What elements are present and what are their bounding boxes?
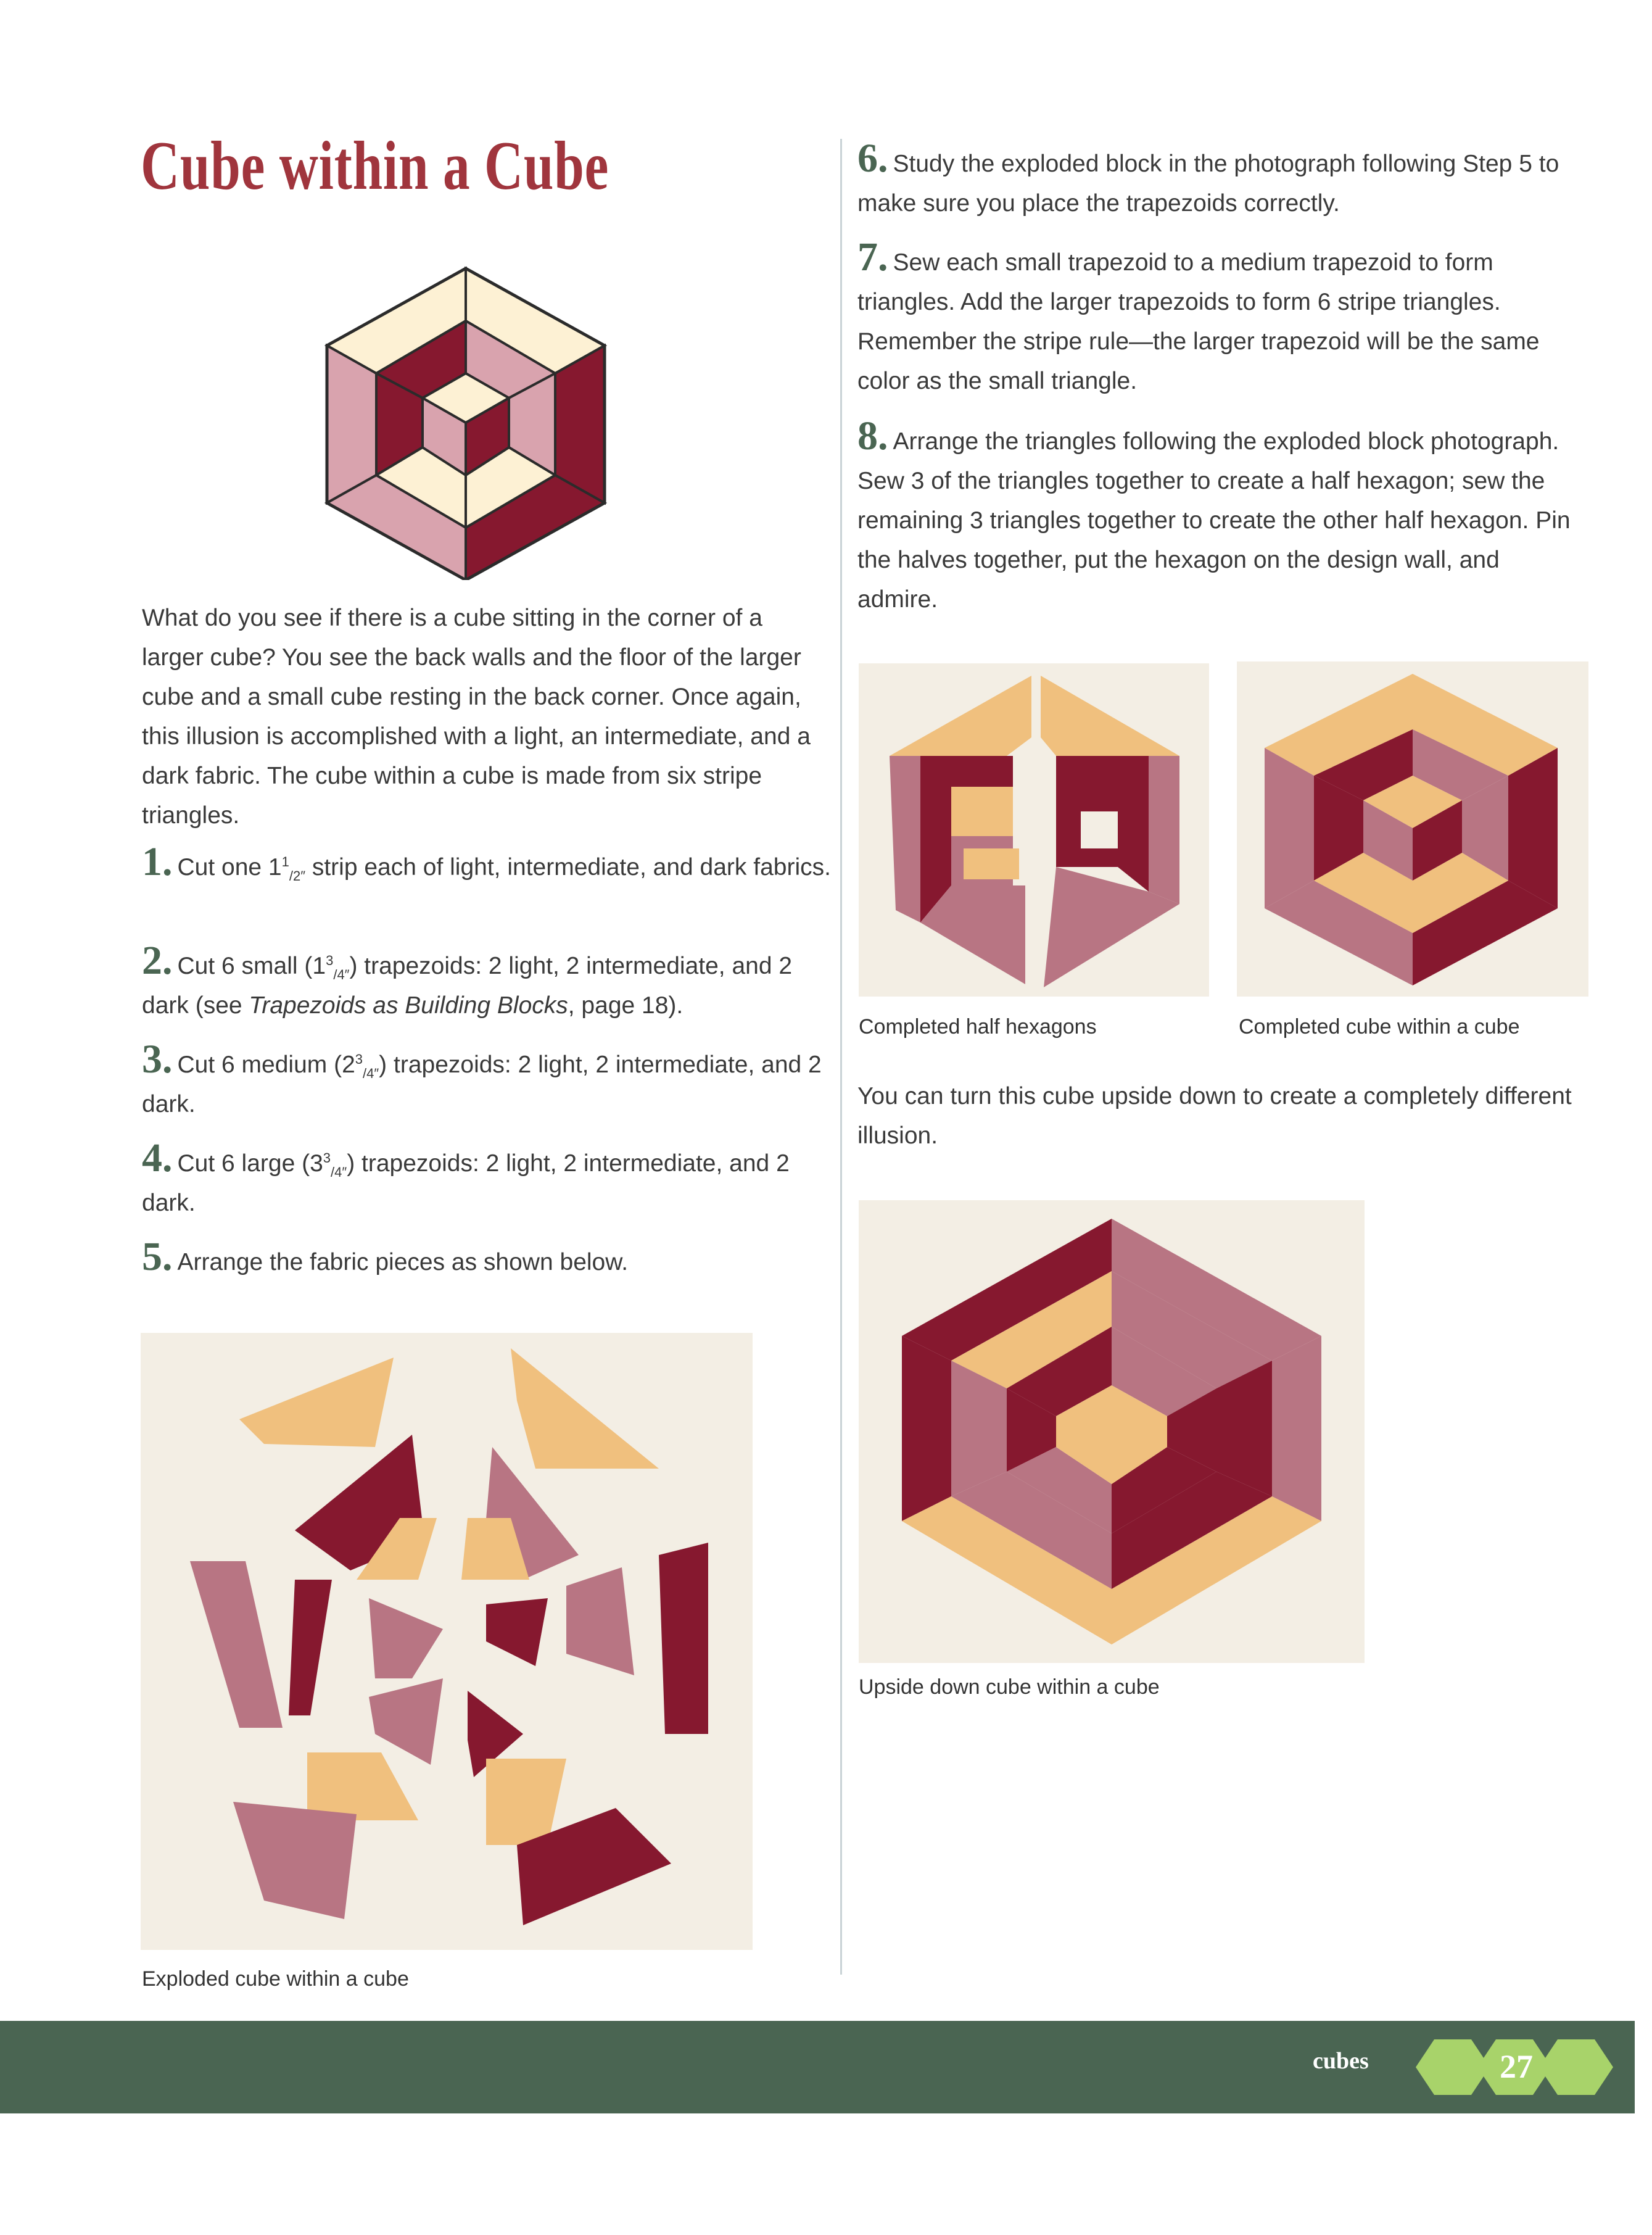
step-number: 4. bbox=[142, 1135, 173, 1180]
step-number: 1. bbox=[142, 839, 173, 884]
half-hexagons-image bbox=[859, 663, 1209, 997]
completed-caption: Completed cube within a cube bbox=[1239, 1015, 1520, 1039]
step-5: 5. Arrange the fabric pieces as shown below. bbox=[142, 1234, 629, 1279]
exploded-pieces bbox=[141, 1333, 753, 1950]
step-number: 3. bbox=[142, 1037, 173, 1082]
exploded-caption: Exploded cube within a cube bbox=[142, 1967, 409, 1991]
column-divider bbox=[840, 139, 842, 1975]
page-title: Cube within a Cube bbox=[141, 128, 609, 204]
step-number: 2. bbox=[142, 938, 173, 983]
page-number: 27 bbox=[1500, 2048, 1533, 2085]
intro-paragraph: What do you see if there is a cube sitting in the corner of a larger cube? You see the back walls and the floor of the larger cube and a small cube resting in the back corner. Once again, this illusion is accomplished with a light, an intermediate, and a dark fabric. The cube within a cube is made from six stripe triangles. bbox=[142, 605, 811, 829]
footer-bar bbox=[0, 2021, 1635, 2113]
step-number: 6. bbox=[857, 136, 888, 181]
step-6: 6. Study the exploded block in the photograph following Step 5 to make sure you place the trapezoids correctly. bbox=[857, 136, 1559, 217]
upside-down-photo bbox=[859, 1200, 1365, 1663]
step-number: 5. bbox=[142, 1234, 173, 1279]
footer-section-label: cubes bbox=[1313, 2048, 1369, 2074]
step-number: 7. bbox=[857, 234, 888, 280]
cube-diagram bbox=[308, 259, 623, 580]
step-number: 8. bbox=[857, 413, 888, 458]
half-hexagons-photo bbox=[859, 663, 1209, 997]
step-3: 3. Cut 6 medium $(2^3_{/4''})$ trapezoids: 2 light, 2 intermediate, and 2 dark. bbox=[142, 1037, 822, 1118]
upside-paragraph: You can turn this cube upside down to create a completely different illusion. bbox=[857, 1083, 1572, 1149]
step-1: 1. Cut one $1^1_{/2''}$ strip each of light, intermediate, and dark fabrics. bbox=[142, 839, 831, 884]
step-8: 8. Arrange the triangles following the exploded block photograph. Sew 3 of the triangles together to create a half hexagon; sew the remaining 3 triangles together to create the other half hexagon. Pin the halves together, put the hexagon on the design wall, and admire. bbox=[857, 413, 1571, 613]
completed-cube-photo bbox=[1237, 661, 1588, 997]
half-hexagons-caption: Completed half hexagons bbox=[859, 1015, 1097, 1039]
step-2: 2. Cut 6 small $(1^3_{/4''})$ trapezoids: 2 light, 2 intermediate, and 2 dark (see Trapezoids as Building Blocks, page 18). bbox=[142, 938, 793, 1019]
step-4: 4. Cut 6 large $(3^3_{/4''})$ trapezoids: 2 light, 2 intermediate, and 2 dark. bbox=[142, 1135, 790, 1216]
step-7: 7. Sew each small trapezoid to a medium trapezoid to form triangles. Add the larger trapezoids to form 6 stripe triangles. Remember the stripe rule—the larger trapezoid will be the same color as the small triangle. bbox=[857, 234, 1540, 394]
completed-cube-image bbox=[1237, 661, 1588, 997]
upside-down-image bbox=[859, 1200, 1365, 1663]
upside-caption: Upside down cube within a cube bbox=[859, 1675, 1160, 1699]
exploded-block-photo bbox=[141, 1333, 753, 1950]
